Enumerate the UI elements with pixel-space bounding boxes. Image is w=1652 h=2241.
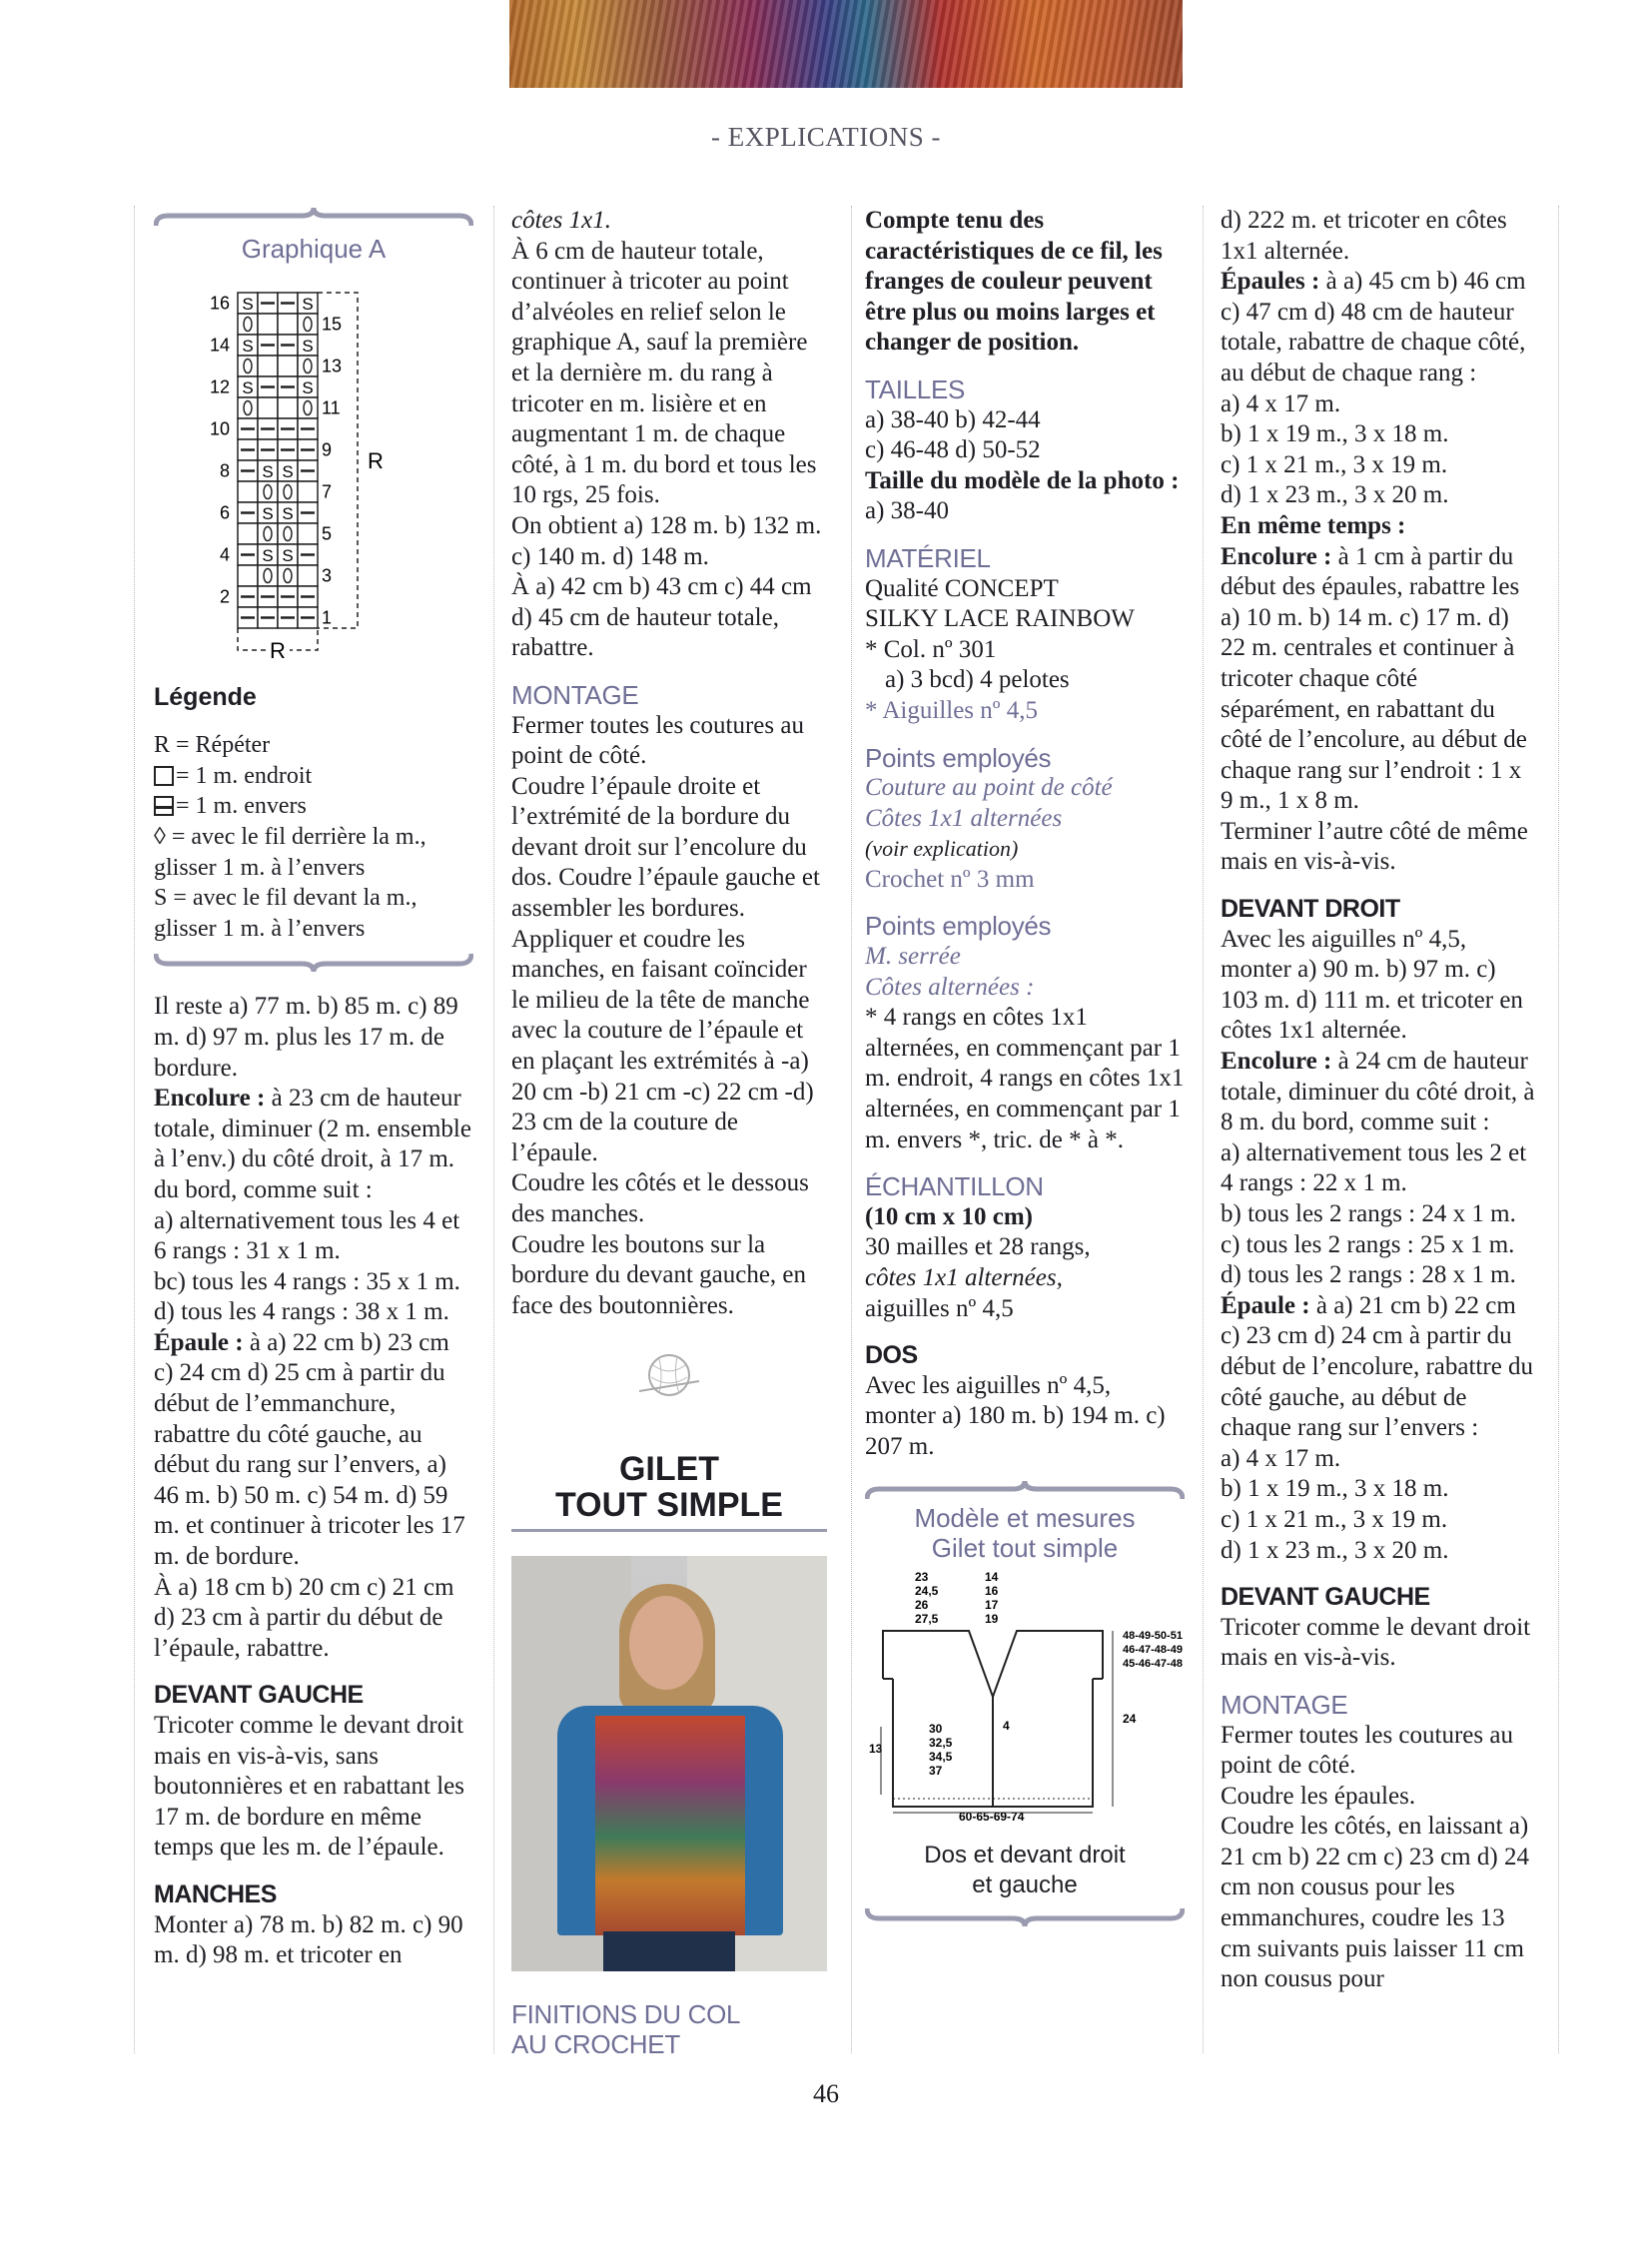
box-bottom-bracket — [154, 950, 473, 974]
dim-label: 26 — [915, 1597, 929, 1612]
paragraph: À a) 42 cm b) 43 cm c) 44 cm d) 45 cm de hauteur totale, rabattre. — [511, 573, 812, 662]
row-number: 12 — [209, 376, 230, 397]
paragraph: côtes 1x1. — [511, 207, 611, 234]
row-number: 7 — [322, 481, 333, 502]
column-rule — [1558, 206, 1559, 2053]
paragraph: (voir explication) — [865, 836, 1019, 862]
column-3 — [865, 206, 1185, 2053]
diagram-title: Modèle et mesures Gilet tout simple — [914, 1502, 1136, 1563]
paragraph: a) alternativement tous les 4 et 6 rangs : 31 x 1 m. — [154, 1206, 460, 1265]
paragraph: Encolure : à 23 cm de hauteur totale, diminuer (2 m. ensemble à l’env.) du côté droit, à 17 m. du bord, comme suit : — [154, 1085, 471, 1203]
paragraph: On obtient a) 128 m. b) 132 m. c) 140 m. d) 148 m. — [511, 511, 822, 570]
paragraph: b) tous les 2 rangs : 24 x 1 m. — [1221, 1200, 1516, 1227]
paragraph: SILKY LACE RAINBOW — [865, 605, 1135, 633]
row-number: 15 — [322, 314, 343, 335]
repeat-label: R — [368, 447, 384, 473]
paragraph: Épaule : à a) 21 cm b) 22 cm c) 23 cm d) 24 cm à partir du début de l’encolure, rabattre du côté gauche, au début de chaque rang sur l’envers : — [1221, 1291, 1534, 1442]
paragraph: a) 38-40 — [865, 497, 949, 525]
paragraph: a) 3 bcd) 4 pelotes — [885, 666, 1070, 694]
paragraph: Couture au point de côté — [865, 774, 1113, 802]
slip-front-mark: S — [302, 336, 314, 356]
column-2 — [511, 206, 827, 2053]
slip-front-mark: S — [282, 461, 294, 481]
dim-label: 24 — [1123, 1711, 1137, 1726]
section-heading: MONTAGE — [1221, 1689, 1348, 1720]
page-number: 46 — [813, 2079, 839, 2108]
slip-front-mark: S — [242, 336, 254, 356]
slip-front-mark: S — [262, 503, 274, 523]
box-bottom-bracket — [865, 1904, 1185, 1928]
section-heading: FINITIONS DU COL AU CROCHET — [511, 1999, 741, 2053]
paragraph: * Aiguilles nº 4,5 — [865, 696, 1039, 724]
dim-label: 60-65-69-74 — [959, 1809, 1025, 1824]
paragraph: a) alternativement tous les 2 et 4 rangs : 22 x 1 m. — [1221, 1138, 1527, 1197]
paragraph: Avec les aiguilles nº 4,5, monter a) 90 m. b) 97 m. c) 103 m. d) 111 m. et tricoter en côtes 1x1 alternée. — [1221, 925, 1523, 1045]
repeat-label: R — [270, 637, 286, 663]
section-heading: DEVANT GAUCHE — [1221, 1583, 1430, 1612]
dim-label: 30 — [929, 1721, 943, 1736]
row-number: 1 — [322, 607, 333, 628]
paragraph: (10 cm x 10 cm) — [865, 1202, 1033, 1230]
model-photo — [511, 1556, 827, 1971]
paragraph: d) tous les 4 rangs : 38 x 1 m. — [154, 1298, 449, 1326]
paragraph: côtes 1x1 alternées, — [865, 1264, 1063, 1291]
paragraph: aiguilles nº 4,5 — [865, 1294, 1014, 1322]
chart-title: Graphique A — [241, 234, 387, 264]
dim-label: 32,5 — [929, 1735, 953, 1750]
chart-cell — [258, 397, 278, 418]
dim-label: 19 — [985, 1611, 999, 1626]
box-top-bracket — [865, 1479, 1185, 1503]
legend — [154, 730, 473, 944]
stitch-chart — [154, 277, 473, 676]
paragraph: À a) 18 cm b) 20 cm c) 21 cm d) 23 cm à partir du début de l’épaule, rabattre. — [154, 1573, 454, 1662]
paragraph: Coudre les côtés et le dessous des manches. — [511, 1169, 809, 1227]
column-rule — [851, 206, 852, 2053]
column-1 — [154, 206, 473, 2053]
dim-label: 45-46-47-48 — [1123, 1657, 1183, 1670]
dim-label: 34,5 — [929, 1749, 953, 1764]
legend-repeat: R = Répéter — [154, 732, 271, 759]
paragraph: c) 46-48 d) 50-52 — [865, 436, 1041, 464]
chart-cell — [298, 565, 318, 586]
pattern-title: GILET TOUT SIMPLE — [555, 1450, 783, 1525]
dim-label: 46-47-48-49 — [1123, 1643, 1183, 1656]
paragraph: Coudre les épaules. — [1221, 1782, 1416, 1810]
column-rule — [1203, 206, 1204, 2053]
row-number: 11 — [322, 397, 341, 418]
section-heading: TAILLES — [865, 374, 966, 404]
dim-label: 14 — [985, 1569, 999, 1584]
section-heading: Points employés — [865, 742, 1052, 773]
row-number: 8 — [219, 460, 230, 481]
dim-label: 13 — [869, 1741, 883, 1756]
slip-front-mark: S — [282, 545, 294, 565]
row-number: 3 — [322, 565, 333, 586]
yarn-ball-icon — [629, 1347, 709, 1401]
paragraph: c) tous les 2 rangs : 25 x 1 m. — [1221, 1230, 1515, 1258]
dim-label: 24,5 — [915, 1583, 939, 1598]
paragraph: Crochet nº 3 mm — [865, 865, 1035, 893]
slip-front-mark: S — [262, 545, 274, 565]
legend-slip-front: S = avec le fil devant la m., glisser 1 m. à l’envers — [154, 885, 417, 942]
chart-cell — [278, 356, 298, 376]
slip-front-mark: S — [242, 377, 254, 397]
section-heading: MANCHES — [154, 1879, 277, 1908]
slip-front-mark: S — [302, 377, 314, 397]
paragraph: a) 4 x 17 m. — [1221, 1444, 1341, 1472]
chart-cell — [298, 481, 318, 502]
paragraph: Avec les aiguilles nº 4,5, monter a) 180 m. b) 194 m. c) 207 m. — [865, 1371, 1166, 1460]
legend-title: Légende — [154, 682, 257, 711]
section-heading: Points employés — [865, 911, 1052, 942]
diagram-caption: Dos et devant droit et gauche — [924, 1841, 1126, 1898]
section-heading: ÉCHANTILLON — [865, 1171, 1044, 1202]
row-number: 14 — [209, 335, 230, 356]
paragraph: * 4 rangs en côtes 1x1 alternées, en commençant par 1 m. endroit, 4 rangs en côtes 1x1 alternées, en commençant par 1 m. envers *, tric. de * à *. — [865, 1004, 1185, 1153]
legend-slip-back: ◊ = avec le fil derrière la m., glisser 1 m. à l’envers — [154, 823, 426, 881]
paragraph: Encolure : à 1 cm à partir du début des épaules, rabattre les a) 10 m. b) 14 m. c) 17 m. d) 22 m. centrales et continuer à tricoter chaque côté séparément, en rabattant du côté de l’encolure, au début de chaque rang sur l’endroit : 1 x 9 m., 1 x 8 m. — [1221, 542, 1527, 815]
paragraph: En même temps : — [1221, 511, 1406, 539]
paragraph: Taille du modèle de la photo : — [865, 466, 1180, 494]
row-number: 10 — [209, 418, 230, 439]
page-header: - EXPLICATIONS - — [711, 122, 941, 152]
chart-cell — [278, 397, 298, 418]
paragraph: Côtes 1x1 alternées — [865, 804, 1063, 832]
paragraph: c) 1 x 21 m., 3 x 19 m. — [1221, 450, 1448, 478]
paragraph: À 6 cm de hauteur totale, continuer à tricoter au point d’alvéoles en relief selon le graphique A, sauf la première et la dernière m. du rang à tricoter en m. lisière et en augmentant 1 m. de chaque côté, à 1 m. du bord et tous les 10 rgs, 25 fois. — [511, 237, 817, 509]
paragraph: Coudre les boutons sur la bordure du devant gauche, en face des boutonnières. — [511, 1230, 807, 1319]
chart-cell — [258, 314, 278, 335]
paragraph: b) 1 x 19 m., 3 x 18 m. — [1221, 1475, 1449, 1503]
row-number: 4 — [219, 544, 230, 565]
paragraph: Côtes alternées : — [865, 973, 1035, 1001]
chart-cell — [258, 356, 278, 376]
column-4 — [1221, 206, 1538, 2053]
paragraph: bc) tous les 4 rangs : 35 x 1 m. — [154, 1267, 460, 1295]
paragraph: 30 mailles et 28 rangs, — [865, 1233, 1091, 1261]
paragraph: Épaule : à a) 22 cm b) 23 cm c) 24 cm d) 25 cm à partir du début de l’emmanchure, rabattre du côté gauche, au début du rang sur l’envers, a) 46 m. b) 50 m. c) 54 m. d) 59 m. et continuer à tricoter les 17 m. de bordure. — [154, 1328, 465, 1571]
column-rule — [493, 206, 494, 2053]
row-number: 13 — [322, 356, 343, 376]
section-heading: MATÉRIEL — [865, 542, 991, 573]
dim-label: 27,5 — [915, 1611, 939, 1626]
row-number: 16 — [209, 293, 230, 314]
yarn-banner-image — [509, 0, 1183, 88]
row-number: 9 — [322, 439, 333, 460]
paragraph: Il reste a) 77 m. b) 85 m. c) 89 m. d) 97 m. plus les 17 m. de bordure. — [154, 993, 458, 1082]
chart-cell — [238, 481, 258, 502]
slip-front-mark: S — [242, 294, 254, 314]
paragraph: Qualité CONCEPT — [865, 574, 1059, 602]
section-heading: DEVANT DROIT — [1221, 895, 1400, 924]
chart-cell — [278, 314, 298, 335]
title-rule — [511, 1529, 827, 1532]
row-number: 2 — [219, 586, 230, 607]
dim-label: 23 — [915, 1569, 929, 1584]
dim-label: 4 — [1003, 1718, 1010, 1733]
slip-front-mark: S — [262, 461, 274, 481]
paragraph: Fermer toutes les coutures au point de côté. — [511, 711, 804, 770]
paragraph: d) tous les 2 rangs : 28 x 1 m. — [1221, 1261, 1516, 1289]
paragraph: a) 38-40 b) 42-44 — [865, 405, 1041, 433]
legend-knit: = 1 m. endroit — [154, 761, 473, 792]
paragraph: Fermer toutes les coutures au point de côté. — [1221, 1721, 1513, 1780]
paragraph: Appliquer et coudre les manches, en faisant coïncider le milieu de la tête de manche avec la couture de l’épaule et en plaçant les extrémités à -a) 20 cm -b) 21 cm -c) 22 cm -d) 23 cm de la couture de l’épaule. — [511, 925, 814, 1166]
paragraph: Terminer l’autre côté de même mais en vis-à-vis. — [1221, 817, 1528, 876]
paragraph: Coudre l’épaule droite et l’extrémité de la bordure du devant droit sur l’encolure du dos. Coudre l’épaule gauche et assembler les bordures. — [511, 772, 820, 923]
paragraph: Tricoter comme le devant droit mais en vis-à-vis, sans boutonnières et en rabattant les 17 m. de bordure en même temps que les m. de l’épaule. — [154, 1712, 464, 1862]
paragraph: a) 4 x 17 m. — [1221, 389, 1341, 417]
chart-cell — [298, 523, 318, 544]
paragraph: Encolure : à 24 cm de hauteur totale, diminuer du côté droit, à 8 m. du bord, comme suit : — [1221, 1048, 1535, 1136]
column-rule — [134, 206, 135, 2053]
chart-cell — [238, 523, 258, 544]
dim-label: 17 — [985, 1597, 999, 1612]
dim-label: 48-49-50-51 — [1123, 1629, 1183, 1642]
section-heading: DEVANT GAUCHE — [154, 1681, 364, 1710]
schematic-diagram — [865, 1567, 1185, 1837]
paragraph: d) 1 x 23 m., 3 x 20 m. — [1221, 1536, 1449, 1564]
intro-paragraph: Compte tenu des caractéristiques de ce fil, les franges de couleur peuvent être plus ou moins larges et changer de position. — [865, 207, 1163, 357]
paragraph: d) 222 m. et tricoter en côtes 1x1 alternée. — [1221, 207, 1507, 265]
paragraph: d) 1 x 23 m., 3 x 20 m. — [1221, 481, 1449, 509]
paragraph: Coudre les côtés, en laissant a) 21 cm b) 22 cm c) 23 cm d) 24 cm non cousus pour les emmanchures, coudre les 13 cm suivants puis laisser 11 cm non cousus pour — [1221, 1813, 1529, 1993]
dim-label: 16 — [985, 1583, 999, 1598]
dim-label: 37 — [929, 1763, 943, 1778]
section-heading: MONTAGE — [511, 679, 639, 710]
paragraph: * Col. nº 301 — [865, 635, 997, 663]
paragraph: Monter a) 78 m. b) 82 m. c) 90 m. d) 98 m. et tricoter en — [154, 1910, 463, 1969]
box-top-bracket — [154, 206, 473, 230]
slip-front-mark: S — [302, 294, 314, 314]
chart-cell — [238, 565, 258, 586]
section-heading: DOS — [865, 1341, 918, 1370]
paragraph: Épaules : à a) 45 cm b) 46 cm c) 47 cm d) 48 cm de hauteur totale, rabattre de chaque côté, au début de chaque rang : — [1221, 268, 1526, 386]
slip-front-mark: S — [282, 503, 294, 523]
row-number: 5 — [322, 523, 333, 544]
paragraph: b) 1 x 19 m., 3 x 18 m. — [1221, 420, 1449, 448]
paragraph: Tricoter comme le devant droit mais en vis-à-vis. — [1221, 1613, 1531, 1672]
paragraph: c) 1 x 21 m., 3 x 19 m. — [1221, 1505, 1448, 1533]
paragraph: M. serrée — [865, 943, 961, 971]
row-number: 6 — [219, 502, 230, 523]
legend-purl: = 1 m. envers — [154, 791, 473, 822]
